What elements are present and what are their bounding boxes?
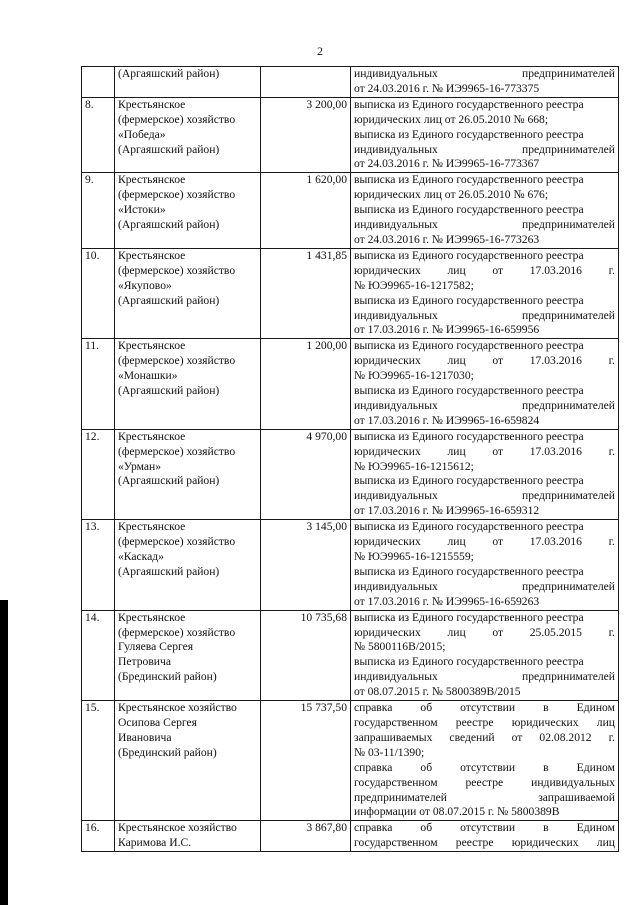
document-line	[354, 626, 615, 641]
document-line	[354, 716, 615, 731]
holder-name-line: (фермерское) хозяйство	[118, 535, 236, 549]
holder-name-cell	[115, 520, 261, 610]
document-word: лиц	[596, 836, 615, 850]
document-line	[354, 218, 615, 233]
document-word: индивидуальных	[354, 398, 438, 412]
holder-name-line: (фермерское) хозяйство	[118, 263, 236, 277]
document-word: Едином	[576, 701, 615, 715]
document-line	[354, 354, 615, 369]
document-word: в	[543, 760, 549, 774]
table-row	[82, 97, 619, 173]
document-word: юридических	[354, 263, 421, 277]
registry-table	[81, 66, 619, 852]
holder-name-line: Крестьянское	[118, 520, 186, 534]
document-line: выписка из Единого государственного реестра	[354, 610, 584, 624]
document-word: 25.05.2015	[529, 625, 582, 639]
row-number-cell: 13.	[82, 520, 115, 610]
document-cell	[351, 67, 619, 98]
document-word: индивидуальных	[531, 775, 615, 789]
document-word: юридических	[354, 535, 421, 549]
area-cell: 10 735,68	[261, 610, 351, 700]
document-word: об	[420, 760, 433, 774]
document-line: юридических лиц от 26.05.2010 № 668;	[354, 112, 549, 126]
document-line: выписка из Единого государственного реестра	[354, 127, 584, 141]
document-word: об	[420, 701, 433, 715]
holder-name-cell	[115, 173, 261, 249]
holder-name-line: Гуляева Сергея	[118, 640, 194, 654]
document-line	[354, 701, 615, 716]
document-word: 17.03.2016	[529, 354, 582, 368]
document-line	[354, 821, 615, 836]
area-cell: 1 620,00	[261, 173, 351, 249]
document-word: 02.08.2012	[539, 730, 592, 744]
holder-name-line: «Победа»	[118, 127, 166, 141]
document-word: отсутствии	[460, 701, 516, 715]
holder-name-line: (Аргаяшский район)	[118, 564, 220, 578]
holder-name-cell	[115, 339, 261, 429]
document-line: выписка из Единого государственного реестра	[354, 384, 584, 398]
holder-name-line: (фермерское) хозяйство	[118, 625, 236, 639]
holder-name-line: Крестьянское хозяйство	[118, 821, 237, 835]
holder-name-line: (Аргаяшский район)	[118, 293, 220, 307]
holder-name-line: Крестьянское хозяйство	[118, 701, 237, 715]
document-word: предпринимателей	[522, 142, 615, 156]
document-word: предпринимателей	[522, 67, 615, 80]
document-line	[354, 264, 615, 279]
table-row	[82, 520, 619, 610]
row-number-cell: 15.	[82, 701, 115, 821]
row-number-cell: 10.	[82, 248, 115, 338]
document-line	[354, 309, 615, 324]
document-line: выписка из Единого государственного реестра	[354, 248, 584, 262]
holder-name-line: (Брединский район)	[118, 670, 217, 684]
document-word: от	[492, 535, 504, 549]
holder-name-cell	[115, 821, 261, 852]
area-cell: 4 970,00	[261, 429, 351, 519]
document-line: от 24.03.2016 г. № ИЭ9965-16-773263	[354, 232, 540, 246]
document-word: индивидуальных	[354, 67, 438, 80]
holder-name-line: (фермерское) хозяйство	[118, 188, 236, 202]
holder-name-line: Осипова Сергея	[118, 715, 197, 729]
document-line: от 24.03.2016 г. № ИЭ9965-16-773375	[354, 81, 540, 95]
document-line: № 03-11/1390;	[354, 745, 425, 759]
document-line: № ЮЭ9965-16-1217030;	[354, 369, 474, 383]
document-word: г.	[608, 444, 615, 458]
table-row	[82, 67, 619, 98]
holder-name-line: (Аргаяшский район)	[118, 384, 220, 398]
holder-name-line: Ивановича	[118, 730, 172, 744]
document-line	[354, 67, 615, 82]
area-cell: 3 200,00	[261, 97, 351, 173]
document-cell	[351, 520, 619, 610]
document-word: предпринимателей	[522, 398, 615, 412]
document-word: юридических	[511, 836, 579, 850]
document-line: выписка из Единого государственного реестра	[354, 655, 584, 669]
document-word: предпринимателей	[522, 579, 615, 593]
holder-name-line: Крестьянское	[118, 610, 186, 624]
document-word: государственном	[354, 836, 438, 850]
document-word: предпринимателей	[354, 790, 447, 804]
document-line: № ЮЭ9965-16-1215612;	[354, 459, 474, 473]
document-line: выписка из Единого государственного реестра	[354, 97, 584, 111]
document-cell	[351, 97, 619, 173]
document-word: лиц	[447, 354, 466, 368]
document-word: государственном	[354, 775, 438, 789]
area-cell	[261, 67, 351, 98]
holder-name-line: «Каскад»	[118, 550, 164, 563]
document-line	[354, 731, 615, 746]
document-word: предпринимателей	[522, 218, 615, 232]
document-word: справка	[354, 701, 393, 715]
holder-name-line: (фермерское) хозяйство	[118, 112, 236, 126]
document-word: г.	[608, 535, 615, 549]
document-line	[354, 445, 615, 460]
document-word: г.	[608, 730, 615, 744]
table-row	[82, 701, 619, 821]
document-word: Едином	[576, 821, 615, 835]
document-word: отсутствии	[460, 760, 516, 774]
document-line: № 5800116В/2015;	[354, 640, 446, 654]
holder-name-cell	[115, 701, 261, 821]
document-line: № ЮЭ9965-16-1217582;	[354, 278, 474, 292]
document-line	[354, 535, 615, 550]
document-word: г.	[608, 354, 615, 368]
document-word: юридических	[354, 444, 421, 458]
registry-table-body	[82, 67, 619, 852]
document-line: от 17.03.2016 г. № ИЭ9965-16-659956	[354, 323, 540, 337]
holder-name-line: Крестьянское	[118, 173, 186, 187]
table-row	[82, 173, 619, 249]
document-line: от 24.03.2016 г. № ИЭ9965-16-773367	[354, 157, 540, 171]
document-word: 17.03.2016	[529, 535, 582, 549]
document-line: информации от 08.07.2015 г. № 5800389В	[354, 805, 560, 819]
document-line: юридических лиц от 26.05.2010 № 676;	[354, 188, 549, 202]
document-word: юридических	[354, 354, 421, 368]
document-line	[354, 489, 615, 504]
holder-name-line: «Якупово»	[118, 278, 172, 292]
document-word: от	[492, 444, 504, 458]
holder-name-line: Крестьянское	[118, 97, 186, 111]
holder-name-line: Крестьянское	[118, 429, 186, 443]
document-word: предпринимателей	[522, 308, 615, 322]
holder-name-cell	[115, 97, 261, 173]
document-word: индивидуальных	[354, 579, 438, 593]
document-word: лиц	[447, 625, 466, 639]
page-number: 2	[317, 44, 323, 58]
document-cell	[351, 610, 619, 700]
document-cell	[351, 173, 619, 249]
document-word: лиц	[447, 444, 466, 458]
holder-name-line: (Брединский район)	[118, 745, 217, 759]
row-number-cell: 12.	[82, 429, 115, 519]
holder-name-line: (Аргаяшский район)	[118, 142, 220, 156]
document-line: выписка из Единого государственного реестра	[354, 474, 584, 488]
area-cell: 1 431,85	[261, 248, 351, 338]
document-line: выписка из Единого государственного реестра	[354, 520, 584, 534]
document-word: г.	[608, 625, 615, 639]
document-line: выписка из Единого государственного реестра	[354, 173, 584, 187]
holder-name-line: «Истоки»	[118, 203, 166, 217]
document-line	[354, 399, 615, 414]
document-line	[354, 836, 615, 851]
document-word: 17.03.2016	[529, 444, 582, 458]
document-line	[354, 791, 615, 806]
document-cell	[351, 821, 619, 852]
area-cell: 3 867,80	[261, 821, 351, 852]
holder-name-cell	[115, 429, 261, 519]
holder-name-cell	[115, 610, 261, 700]
table-row	[82, 821, 619, 852]
holder-name-line: Каримова И.С.	[118, 836, 192, 850]
document-line: выписка из Единого государственного реестра	[354, 429, 584, 443]
document-cell	[351, 339, 619, 429]
document-word: запрашиваемых	[354, 730, 433, 744]
holder-name-line: (Аргаяшский район)	[118, 474, 220, 488]
document-word: предпринимателей	[522, 670, 615, 684]
document-line: от 17.03.2016 г. № ИЭ9965-16-659263	[354, 594, 540, 608]
holder-name-cell	[115, 67, 261, 98]
document-word: 17.03.2016	[529, 263, 582, 277]
table-row	[82, 339, 619, 429]
row-number-cell: 9.	[82, 173, 115, 249]
document-word: лиц	[447, 535, 466, 549]
table-row	[82, 429, 619, 519]
document-word: предпринимателей	[522, 489, 615, 503]
holder-name-line: (фермерское) хозяйство	[118, 354, 236, 368]
document-word: лиц	[596, 715, 615, 729]
holder-name-line: Крестьянское	[118, 248, 186, 262]
holder-name-line: (Аргаяшский район)	[118, 67, 220, 80]
document-line	[354, 776, 615, 791]
holder-name-line: Петровича	[118, 655, 171, 669]
document-cell	[351, 701, 619, 821]
area-cell: 3 145,00	[261, 520, 351, 610]
document-word: лиц	[447, 263, 466, 277]
document-line: № ЮЭ9965-16-1215559;	[354, 550, 474, 563]
document-word: от	[511, 730, 523, 744]
document-word: индивидуальных	[354, 218, 438, 232]
document-word: Едином	[576, 760, 615, 774]
document-word: индивидуальных	[354, 142, 438, 156]
document-line: от 08.07.2015 г. № 5800389В/2015	[354, 685, 521, 699]
document-word: от	[492, 354, 504, 368]
document-line: от 17.03.2016 г. № ИЭ9965-16-659824	[354, 413, 540, 427]
document-word: реестре	[465, 775, 504, 789]
document-word: юридических	[511, 715, 579, 729]
document-word: индивидуальных	[354, 670, 438, 684]
document-word: запрашиваемой	[538, 790, 615, 804]
area-cell: 15 737,50	[261, 701, 351, 821]
document-word: индивидуальных	[354, 308, 438, 322]
holder-name-cell	[115, 248, 261, 338]
holder-name-line: «Урман»	[118, 459, 162, 473]
document-line: выписка из Единого государственного реестра	[354, 293, 584, 307]
document-line: выписка из Единого государственного реестра	[354, 203, 584, 217]
document-line	[354, 580, 615, 595]
document-word: г.	[608, 263, 615, 277]
holder-name-line: (фермерское) хозяйство	[118, 444, 236, 458]
document-word: государственном	[354, 715, 438, 729]
document-word: отсутствии	[460, 821, 516, 835]
document-word: реестре	[455, 715, 494, 729]
document-word: об	[420, 821, 433, 835]
document-line	[354, 761, 615, 776]
holder-name-line: Крестьянское	[118, 339, 186, 353]
document-word: от	[492, 263, 504, 277]
scan-edge-bar	[0, 600, 8, 905]
document-word: справка	[354, 760, 393, 774]
holder-name-line: «Монашки»	[118, 369, 178, 383]
row-number-cell: 8.	[82, 97, 115, 173]
row-number-cell: 11.	[82, 339, 115, 429]
document-line: выписка из Единого государственного реестра	[354, 564, 584, 578]
document-line	[354, 670, 615, 685]
document-line: выписка из Единого государственного реестра	[354, 339, 584, 353]
document-word: в	[543, 701, 549, 715]
document-word: в	[543, 821, 549, 835]
document-word: реестре	[455, 836, 494, 850]
document-word: справка	[354, 821, 393, 835]
area-cell: 1 200,00	[261, 339, 351, 429]
document-line: от 17.03.2016 г. № ИЭ9965-16-659312	[354, 504, 540, 518]
row-number-cell: 16.	[82, 821, 115, 852]
document-word: от	[492, 625, 504, 639]
table-row	[82, 248, 619, 338]
row-number-cell: 14.	[82, 610, 115, 700]
document-word: юридических	[354, 625, 421, 639]
document-word: сведений	[449, 730, 495, 744]
row-number-cell	[82, 67, 115, 98]
document-cell	[351, 248, 619, 338]
document-line	[354, 143, 615, 158]
holder-name-line: (Аргаяшский район)	[118, 218, 220, 232]
document-word: индивидуальных	[354, 489, 438, 503]
table-row	[82, 610, 619, 700]
document-cell	[351, 429, 619, 519]
